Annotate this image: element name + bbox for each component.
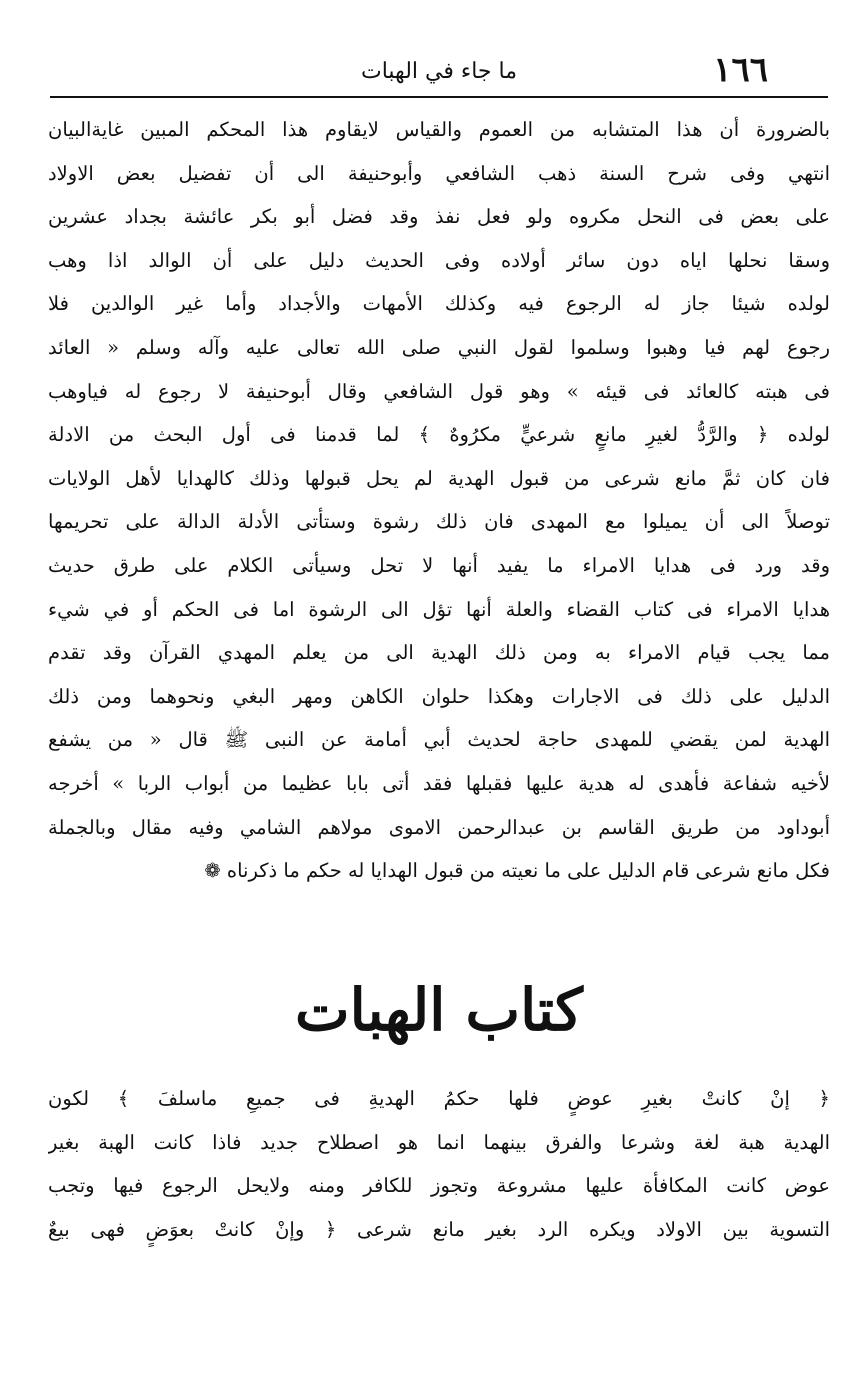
body-line: فكل مانع شرعى قام الدليل على ما نعيته من قبول الهدايا له حكم ما ذكرناه ❁ <box>204 859 830 883</box>
page-header <box>50 48 828 98</box>
chapter-line: الهدية هبة لغة وشرعا والفرق بينهما انما هو اصطلاح جديد فاذا كانت الهبة بغير <box>48 1130 830 1154</box>
chapter-line: عوض كانت المكافأة عليها مشروعة وتجوز للكافر ومنه ولايحل الرجوع فيها وتجب <box>48 1174 830 1198</box>
body-line: فان كان ثمَّ مانع شرعى من قبول الهدية لم يحل قبولها وذلك كالهدايا لأهل الولايات <box>48 466 830 490</box>
body-line: على بعض فى النحل مكروه ولو فعل نفذ وقد فضل أبو بكر عائشة بجداد عشرين <box>48 205 830 229</box>
body-line: لولده شيئا جاز له الرجوع فيه وكذلك الأمهات والأجداد وأما غير الوالدين فلا <box>48 292 830 316</box>
chapter-text <box>48 1077 830 1251</box>
body-line: هدايا الامراء فى كتاب القضاء والعلة أنها تؤل الى الرشوة اما فى الحكم أو في شيء <box>48 597 830 621</box>
body-line: أبوداود من طريق القاسم بن عبدالرحمن الاموى مولاهم الشامي وفيه مقال وبالجملة <box>48 815 830 839</box>
body-line: رجوع لهم فيا وهبوا وسلموا لقول النبي صلى الله تعالى عليه وآله وسلم « العائد <box>48 335 830 359</box>
chapter-line: ﴿ إنْ كانتْ بغيرِ عوضٍ فلها حكمُ الهديةِ فى جميعِ ماسلفَ ﴾ لكون <box>48 1087 830 1110</box>
body-line: بالضرورة أن هذا المتشابه من العموم والقياس لايقاوم هذا المحكم المبين غايةالبيان <box>48 118 830 141</box>
header-rule <box>50 96 828 98</box>
body-line: الهدية لمن يقضي للمهدى حاجة لحديث أبي أمامة عن النبى ﷺ قال « من يشفع <box>48 728 830 752</box>
running-title: ما جاء في الهبات <box>361 59 517 84</box>
chapter-title: كتاب الهبات <box>295 976 583 1044</box>
body-line: الدليل على ذلك فى الاجارات وهكذا حلوان الكاهن ومهر البغي ونحوهما ومن ذلك <box>48 684 830 708</box>
chapter-line: التسوية بين الاولاد ويكره الرد بغير مانع شرعى ﴿ وإنْ كانتْ بعوَضٍ فهى بيعٌ <box>48 1217 830 1241</box>
body-text <box>48 108 830 893</box>
body-line: وسقا نحلها اياه دون سائر أولاده وفى الحديث دليل على أن الوالد اذا وهب <box>48 248 830 272</box>
page-number: ١٦٦ <box>713 50 768 90</box>
body-line: فى هبته كالعائد فى قيئه » وهو قول الشافعي وقال أبوحنيفة لا رجوع له فياوهب <box>48 379 830 403</box>
body-line: توصلاً الى أن يميلوا مع المهدى فان ذلك رشوة وستأتى الأدلة الدالة على تحريمها <box>48 510 830 534</box>
body-line: مما يجب قيام الامراء به ومن ذلك الهدية الى من يعلم المهدي القرآن وقد تقدم <box>48 641 830 665</box>
body-line: لولده ﴿ والرَّدُّ لغيرِ مانعٍ شرعيٍّ مكرُوهٌ ﴾ لما قدمنا فى أول البحث من الادلة <box>48 423 830 447</box>
body-line: وقد ورد فى هدايا الامراء ما يفيد أنها لا تحل وسيأتى الكلام على طرق حديث <box>48 553 830 577</box>
body-line: انتهي وفى شرح السنة ذهب الشافعي وأبوحنيفة الى أن تفضيل بعض الاولاد <box>48 161 830 185</box>
body-line: لأخيه شفاعة فأهدى له هدية عليها فقبلها فقد أتى بابا عظيما من أبواب الربا » أخرجه <box>48 771 830 795</box>
